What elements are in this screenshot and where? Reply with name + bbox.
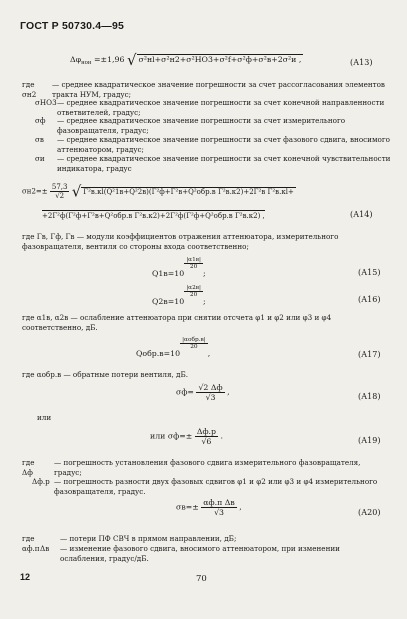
definition-text: — погрешность установления фазового сдвига измерительного фазовращателя, градус; bbox=[54, 458, 361, 477]
eq-a16-lhs: Q2в=10 bbox=[152, 297, 185, 306]
eq-a18-tail: , bbox=[227, 387, 230, 397]
paragraph-attenuation: где α1в, α2в — ослабление аттенюатора при снятии отсчета φ1 и φ2 или φ3 и φ4 соответственно, дБ. bbox=[22, 313, 332, 332]
definition-symbol: σв bbox=[35, 135, 44, 144]
page-header: ГОСТ Р 50730.4—95 bbox=[20, 20, 125, 32]
eq-a16-tail: ; bbox=[202, 297, 206, 306]
definition-text: — среднее квадратическое значение погрешности за счет фазового сдвига, вносимого аттенюатором, градус; bbox=[57, 135, 390, 154]
eq-a14-coefficient bbox=[50, 183, 70, 200]
equation-a15 bbox=[152, 257, 206, 278]
definition-symbol: где Δф bbox=[22, 458, 35, 477]
eq-a13-lhs-sub: нон bbox=[81, 60, 92, 66]
eq-a18-number: (А18) bbox=[358, 392, 381, 401]
eq-a17-exp-den: 20 bbox=[190, 344, 198, 350]
eq-a16-exp-num: |α2в| bbox=[186, 285, 201, 291]
eq-a20-denominator: √3 bbox=[214, 508, 224, 517]
eq-a19-numerator: Δф.р bbox=[196, 427, 217, 436]
eq-a13-number: (А13) bbox=[350, 58, 373, 67]
equation-a16 bbox=[152, 285, 206, 306]
coef-numerator: 57,3 bbox=[51, 183, 68, 191]
equation-a20 bbox=[176, 498, 242, 517]
eq-a15-exp-num: |α1в| bbox=[186, 257, 201, 263]
definition-symbol: Δв bbox=[40, 544, 50, 553]
definition-text: — среднее квадратическое значение погрешности за счет измерительного фазовращателя, градус; bbox=[57, 116, 346, 135]
eq-a17-number: (А17) bbox=[358, 350, 381, 359]
eq-a17-exp-num: |αобр.в| bbox=[182, 337, 206, 343]
definition-symbol: σф bbox=[35, 116, 46, 125]
eq-a18-denominator: √3 bbox=[205, 393, 216, 402]
paragraph-reverse-loss: где αобр.в — обратные потери вентиля, дБ. bbox=[22, 370, 189, 379]
eq-a20-numerator: αф.п Δв bbox=[203, 498, 235, 507]
eq-a13-mid: =±1,96 bbox=[94, 55, 125, 64]
eq-a20-lhs: σв=± bbox=[176, 502, 199, 512]
equation-a18 bbox=[176, 383, 230, 402]
definition-symbol: где σн2 bbox=[22, 80, 37, 99]
eq-a19-tail: . bbox=[220, 431, 223, 441]
eq-a17-tail: , bbox=[207, 349, 211, 358]
equation-a14-line2: +2Γ²ф(Γ²ф+Γ²в+Q²обр.в Γ²в.к2)+2Γ²ф(Γ²ф+Q²обр.в Γ²в.к2) , bbox=[42, 212, 265, 220]
definition-text: — среднее квадратическое значение погрешности за счет конечной направленности ответвителей, градус; bbox=[57, 98, 385, 117]
eq-a13-radicand: σ²нl+σ²н2+σ²НО3+σ²f+σ²ф+σ²в+2σ²и , bbox=[138, 55, 302, 64]
eq-a19-denominator: √6 bbox=[201, 437, 212, 446]
eq-a15-tail: ; bbox=[202, 269, 206, 278]
definition-text: — среднее квадратическое значение погрешности за счет конечной чувствительности индикатора, градус bbox=[57, 154, 391, 173]
definition-text: — изменение фазового сдвига, вносимого аттенюатором, при изменении ослабления, градус/дБ. bbox=[60, 544, 340, 563]
eq-a15-exp-den: 20 bbox=[189, 264, 198, 270]
page-number: 70 bbox=[196, 574, 207, 584]
definition-symbol: где αф.п bbox=[22, 534, 40, 553]
eq-a16-number: (А16) bbox=[358, 295, 381, 304]
eq-a13-lhs: Δφ bbox=[70, 55, 82, 64]
eq-a15-number: (А15) bbox=[358, 268, 381, 277]
eq-a19-lhs: или σф=± bbox=[150, 431, 193, 441]
word-or: или bbox=[37, 413, 52, 422]
paragraph-reflection-coefficients: где Γв, Γф, Γв — модули коэффициентов отражения аттенюатора, измерительного фазовращателя, вентиля со стороны входа соответственно; bbox=[22, 232, 339, 251]
eq-a16-exp-den: 20 bbox=[189, 292, 198, 298]
definition-symbol: Δф.р bbox=[32, 477, 50, 486]
equation-a17 bbox=[136, 337, 210, 358]
definition-text: — среднее квадратическое значение погрешности за счет рассогласования элементов тракта НУМ, градус; bbox=[52, 80, 385, 99]
radical-sign: √ bbox=[71, 182, 82, 201]
definition-symbol: σНО3 bbox=[35, 98, 57, 107]
definition-text: — погрешность разности двух фазовых сдвигов φ1 и φ2 или φ3 и φ4 измерительного фазовращателя, градус. bbox=[54, 477, 378, 496]
eq-a17-lhs: Qобр.в=10 bbox=[136, 349, 181, 358]
eq-a18-numerator: √2 Δф bbox=[198, 383, 223, 392]
coef-denominator: √2 bbox=[55, 192, 65, 200]
eq-a14-number: (А14) bbox=[350, 210, 373, 219]
eq-a14-lhs: σн2=± bbox=[22, 187, 48, 196]
definition-symbol: σи bbox=[35, 154, 45, 163]
radical-sign: √ bbox=[126, 51, 137, 69]
eq-a15-lhs: Q1в=10 bbox=[152, 269, 185, 278]
equation-a13 bbox=[70, 51, 303, 69]
equation-a19 bbox=[150, 427, 223, 446]
definition-text: — потери ПФ СВЧ в прямом направлении, дБ; bbox=[60, 534, 237, 543]
eq-a19-number: (А19) bbox=[358, 436, 381, 445]
equation-a14-line1 bbox=[22, 183, 296, 200]
eq-a20-tail: , bbox=[239, 502, 242, 512]
eq-a14-radicand-line1: Γ²в.кl(Q²1в+Q²2в)(Γ²ф+Γ²в+Q²обр.в Γ²в.к2)+2Γ²в Γ²в.кl+ bbox=[83, 187, 294, 196]
eq-a18-lhs: σф= bbox=[176, 387, 194, 397]
footer-left-number: 12 bbox=[20, 572, 31, 582]
eq-a20-number: (А20) bbox=[358, 508, 381, 517]
